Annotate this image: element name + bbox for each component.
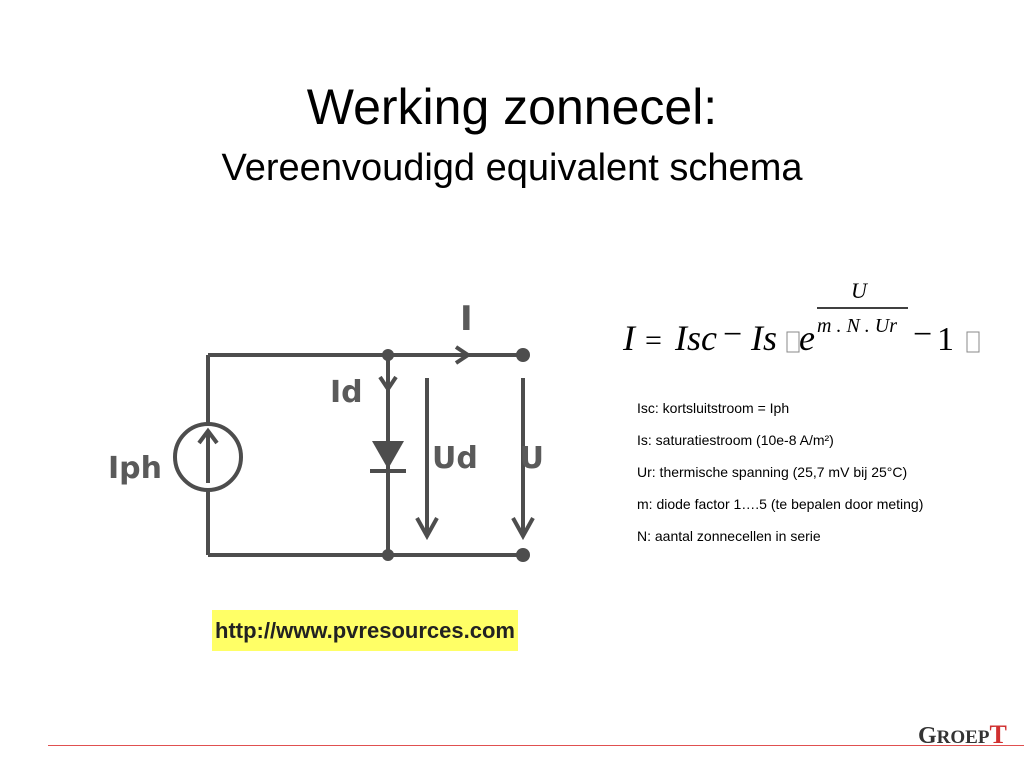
formula-bracket-open-icon xyxy=(787,332,799,352)
list-item: Ur: thermische spanning (25,7 mV bij 25°C) xyxy=(637,464,908,480)
logo-letter-t: T xyxy=(989,720,1007,749)
formula-minus-2: − xyxy=(913,316,933,353)
list-item: Isc: kortsluitstroom = Iph xyxy=(637,400,790,416)
formula-exp-denominator: m . N . Ur xyxy=(817,315,898,337)
slide-title: Werking zonnecel: xyxy=(306,79,718,135)
terminal-dot-bottom xyxy=(516,548,530,562)
terminal-dot-top xyxy=(516,348,530,362)
formula-is: Is xyxy=(751,318,777,358)
id-label: Id xyxy=(330,375,363,410)
u-label: U xyxy=(519,441,544,476)
source-url-highlight: http://www.pvresources.com xyxy=(212,610,518,651)
formula-exp-numerator: U xyxy=(851,278,867,303)
variable-definitions-list xyxy=(637,398,923,558)
slide-subtitle: Vereenvoudigd equivalent schema xyxy=(221,147,803,189)
i-label: I xyxy=(460,299,473,339)
logo-letter-g: G xyxy=(918,723,937,749)
ud-label: Ud xyxy=(432,441,478,476)
logo-text: ROEP xyxy=(936,727,990,748)
formula-one: 1 xyxy=(937,321,954,358)
groep-t-logo xyxy=(918,720,1007,750)
formula-equals: = xyxy=(645,324,662,357)
junction-dot-top xyxy=(382,349,394,361)
formula-minus: − xyxy=(723,316,743,353)
formula-isc: Isc xyxy=(675,318,717,358)
list-item: Is: saturatiestroom (10e-8 A/m²) xyxy=(637,432,834,448)
iph-label: Iph xyxy=(108,451,162,486)
diode-triangle xyxy=(372,441,404,469)
diode-equation xyxy=(615,270,1000,370)
formula-bracket-close-icon xyxy=(967,332,979,352)
formula-e: e xyxy=(799,318,815,358)
list-item: N: aantal zonnecellen in serie xyxy=(637,528,821,544)
junction-dot-bottom xyxy=(382,549,394,561)
equivalent-circuit-diagram xyxy=(90,285,550,585)
formula-lhs: I xyxy=(623,318,635,358)
list-item: m: diode factor 1….5 (te bepalen door meting) xyxy=(637,496,924,512)
footer-divider xyxy=(48,745,1024,746)
